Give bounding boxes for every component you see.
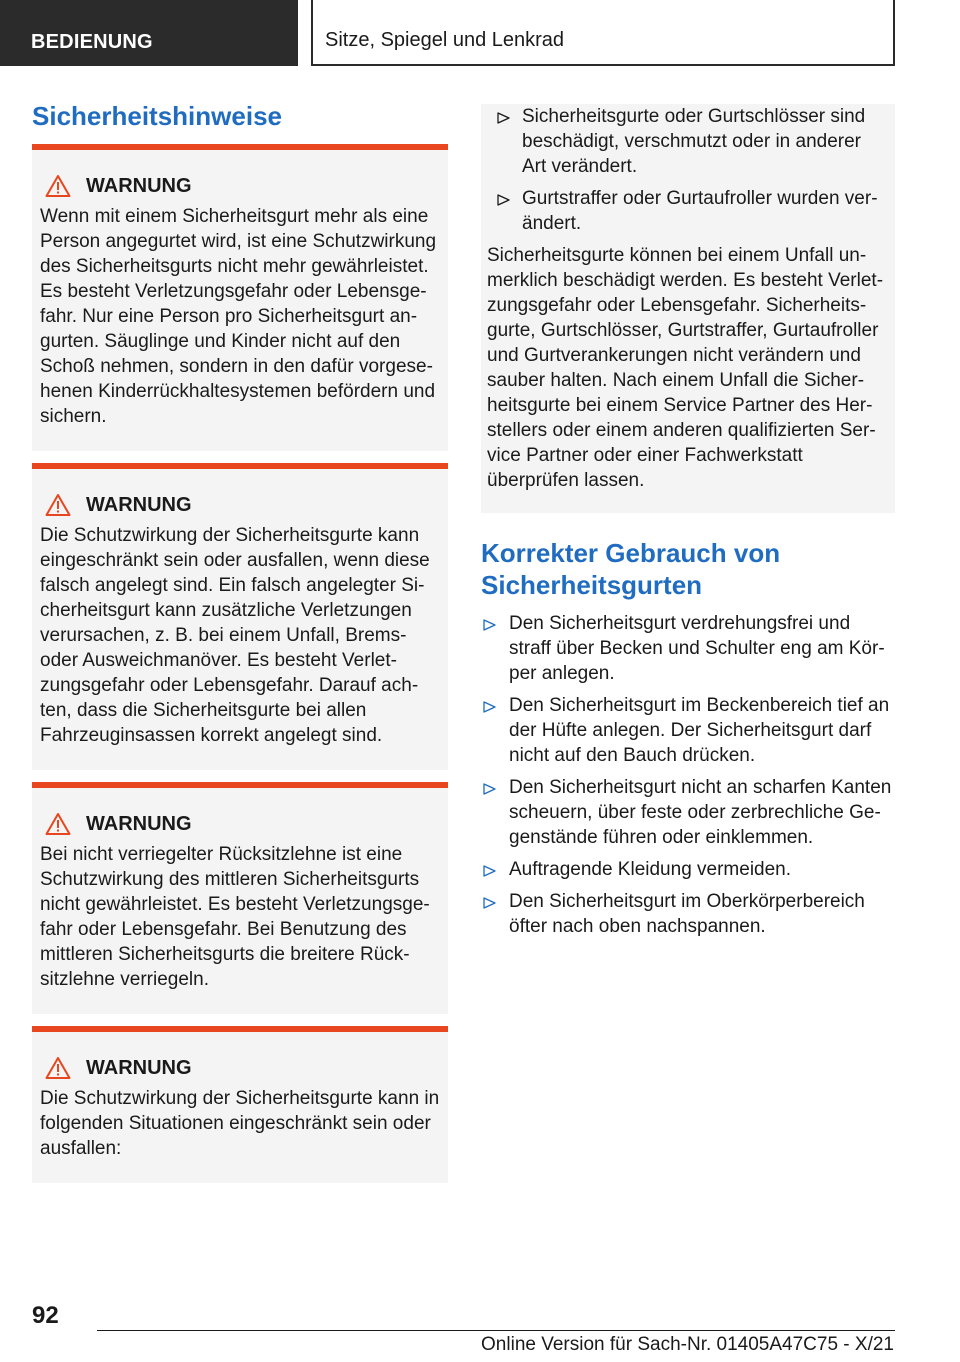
warning-box	[32, 1026, 448, 1183]
warning-title: WARNUNG	[86, 812, 192, 835]
right-column	[481, 104, 895, 946]
list-item-text: Gurtstraffer oder Gurtaufroller wurden verändert.	[522, 188, 878, 234]
warning-text: Die Schutzwirkung der Sicherheitsgurte kann in folgenden Situationen eingeschränkt sein oder ausfallen:	[40, 1088, 440, 1159]
warning-title: WARNUNG	[86, 174, 192, 197]
list-item	[481, 775, 895, 850]
list-item	[481, 857, 895, 882]
warning-text: Bei nicht verriegelter Rücksitzlehne ist eine Schutzwirkung des mittleren Sicherheitsgurts nicht gewährleistet. Es besteht Verletzungsgefahr oder Lebensgefahr. Bei Benutzung des mittleren Sicherheitsgurts die breitere Rücksitzlehne verriegeln.	[40, 844, 430, 990]
triangle-bullet-icon	[483, 701, 496, 713]
warning-triangle-icon	[45, 493, 71, 517]
warning-triangle-icon	[45, 1056, 71, 1080]
page-number: 92	[32, 1302, 59, 1329]
section-heading-safety: Sicherheitshinweise	[32, 101, 282, 131]
warning-box	[32, 782, 448, 1014]
list-item	[481, 889, 895, 939]
warning-box	[32, 144, 448, 451]
warning-title: WARNUNG	[86, 493, 192, 516]
warning-triangle-icon	[45, 174, 71, 198]
list-item	[487, 186, 887, 236]
warning-header	[40, 1054, 440, 1082]
warning-header	[40, 172, 440, 200]
list-item	[481, 611, 895, 686]
triangle-bullet-icon	[483, 897, 496, 909]
triangle-bullet-icon	[497, 194, 510, 206]
warning-title: WARNUNG	[86, 1056, 192, 1079]
warning-triangle-icon	[45, 812, 71, 836]
list-item	[481, 693, 895, 768]
footer-text: Online Version für Sach-Nr. 01405A47C75 - X/21	[481, 1334, 894, 1355]
triangle-bullet-icon	[483, 783, 496, 795]
list-item-text: Den Sicherheitsgurt verdrehungsfrei und straff über Becken und Schulter eng am Körper anlegen.	[509, 613, 885, 684]
list-item-text: Den Sicherheitsgurt nicht an scharfen Kanten scheuern, über feste oder zerbrechliche Gegenstände führen oder einklemmen.	[509, 777, 892, 848]
warning-continuation	[481, 104, 895, 513]
triangle-bullet-icon	[483, 865, 496, 877]
list-item	[487, 104, 887, 179]
list-item-text: Den Sicherheitsgurt im Oberkörperbereich öfter nach oben nachspannen.	[509, 891, 865, 937]
triangle-bullet-icon	[497, 112, 510, 124]
warning-list	[487, 104, 887, 236]
warning-header	[40, 810, 440, 838]
warning-text: Die Schutzwirkung der Sicherheitsgurte kann eingeschränkt sein oder ausfallen, wenn diese falsch angelegt sind. Ein falsch angelegter Sicherheitsgurt kann zusätzliche Verletzungen verursachen, z. B. bei einem Unfall, Brems- oder Ausweichmanöver. Es besteht Verletzungsgefahr oder Lebensgefahr. Darauf achten, dass die Sicherheitsgurte bei allen Fahrzeuginsassen korrekt angelegt sind.	[40, 525, 430, 746]
list-item-text: Den Sicherheitsgurt im Beckenbereich tief an der Hüfte anlegen. Der Sicherheitsgurt darf nicht auf den Bauch drücken.	[509, 695, 890, 766]
instruction-list	[481, 611, 895, 939]
page-header	[0, 0, 960, 66]
chapter-title: Sitze, Spiegel und Lenkrad	[311, 0, 895, 66]
warning-header	[40, 491, 440, 519]
warning-box	[32, 463, 448, 770]
section-heading-correct-use: Korrekter Gebrauch von Sicherheitsgurten	[481, 538, 781, 600]
footer-divider	[97, 1330, 895, 1331]
warning-text: Sicherheitsgurte können bei einem Unfall unmerklich beschädigt werden. Es besteht Verletzungsgefahr oder Lebensgefahr. Sicherheitsgurte, Gurtschlösser, Gurtstraffer, Gurtaufroller und Gurtverankerungen nicht verändern und sauber halten. Nach einem Unfall die Sicherheitsgurte bei einem Service Partner des Herstellers oder einem anderen qualifizierten Service Partner oder einer Fachwerkstatt überprüfen lassen.	[487, 245, 884, 491]
list-item-text: Sicherheitsgurte oder Gurtschlösser sind beschädigt, verschmutzt oder in anderer Art verändert.	[522, 106, 866, 177]
triangle-bullet-icon	[483, 619, 496, 631]
warning-text: Wenn mit einem Sicherheitsgurt mehr als eine Person angegurtet wird, ist eine Schutzwirkung des Sicherheitsgurts nicht mehr gewährleistet. Es besteht Verletzungsgefahr oder Lebensgefahr. Nur eine Person pro Sicherheitsgurt angurten. Säuglinge und Kinder nicht auf den Schoß nehmen, sondern in den dafür vorgesehenen Kinderrückhaltesystemen befördern und sichern.	[40, 206, 437, 427]
list-item-text: Auftragende Kleidung vermeiden.	[509, 859, 792, 880]
section-tab: BEDIENUNG	[0, 0, 298, 66]
left-column	[32, 100, 448, 1183]
